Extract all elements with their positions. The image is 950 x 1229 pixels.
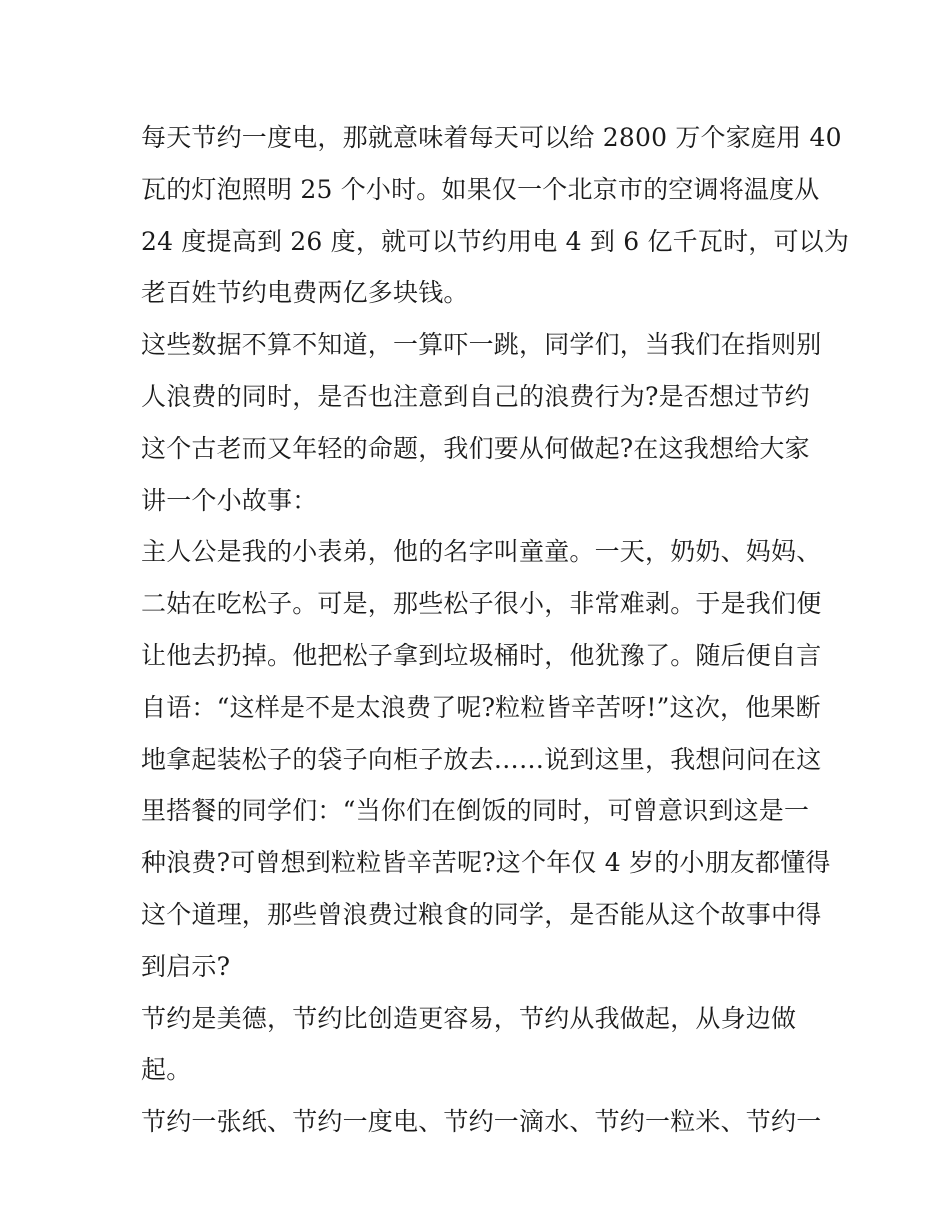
text-line: 这个道理，那些曾浪费过粮食的同学，是否能从这个故事中得 bbox=[141, 899, 822, 929]
text-line: 里搭餐的同学们：“当你们在倒饭的同时，可曾意识到这是一 bbox=[141, 796, 810, 826]
text-line: 这个古老而又年轻的命题，我们要从何做起?在这我想给大家 bbox=[141, 433, 810, 463]
text-line: 讲一个小故事： bbox=[141, 485, 318, 515]
text-line: 种浪费?可曾想到粒粒皆辛苦呢?这个年仅 4 岁的小朋友都懂得 bbox=[141, 848, 831, 878]
text-line: 二姑在吃松子。可是，那些松子很小，非常难剥。于是我们便 bbox=[141, 589, 822, 619]
text-line: 每天节约一度电，那就意味着每天可以给 2800 万个家庭用 40 bbox=[141, 123, 842, 152]
text-line: 自语：“这样是不是太浪费了呢?粒粒皆辛苦呀!”这次，他果断 bbox=[141, 692, 821, 722]
text-line: 瓦的灯泡照明 25 个小时。如果仅一个北京市的空调将温度从 bbox=[141, 174, 820, 204]
text-line: 地拿起装松子的袋子向柜子放去……说到这里，我想问问在这 bbox=[141, 744, 822, 774]
text-line: 让他去扔掉。他把松子拿到垃圾桶时，他犹豫了。随后便自言 bbox=[141, 640, 822, 670]
text-line: 节约一张纸、节约一度电、节约一滴水、节约一粒米、节约一 bbox=[141, 1107, 822, 1137]
text-line: 节约是美德，节约比创造更容易，节约从我做起，从身边做 bbox=[141, 1003, 797, 1033]
document-body bbox=[141, 112, 850, 1148]
text-line: 24 度提高到 26 度，就可以节约用电 4 到 6 亿千瓦时，可以为 bbox=[141, 226, 850, 256]
text-line: 起。 bbox=[141, 1055, 192, 1085]
text-line: 主人公是我的小表弟，他的名字叫童童。一天，奶奶、妈妈、 bbox=[141, 537, 822, 567]
text-line: 人浪费的同时，是否也注意到自己的浪费行为?是否想过节约 bbox=[141, 381, 810, 411]
text-line: 到启示? bbox=[141, 951, 231, 981]
text-line: 老百姓节约电费两亿多块钱。 bbox=[141, 278, 469, 308]
text-line: 这些数据不算不知道，一算吓一跳，同学们，当我们在指则别 bbox=[141, 330, 822, 360]
